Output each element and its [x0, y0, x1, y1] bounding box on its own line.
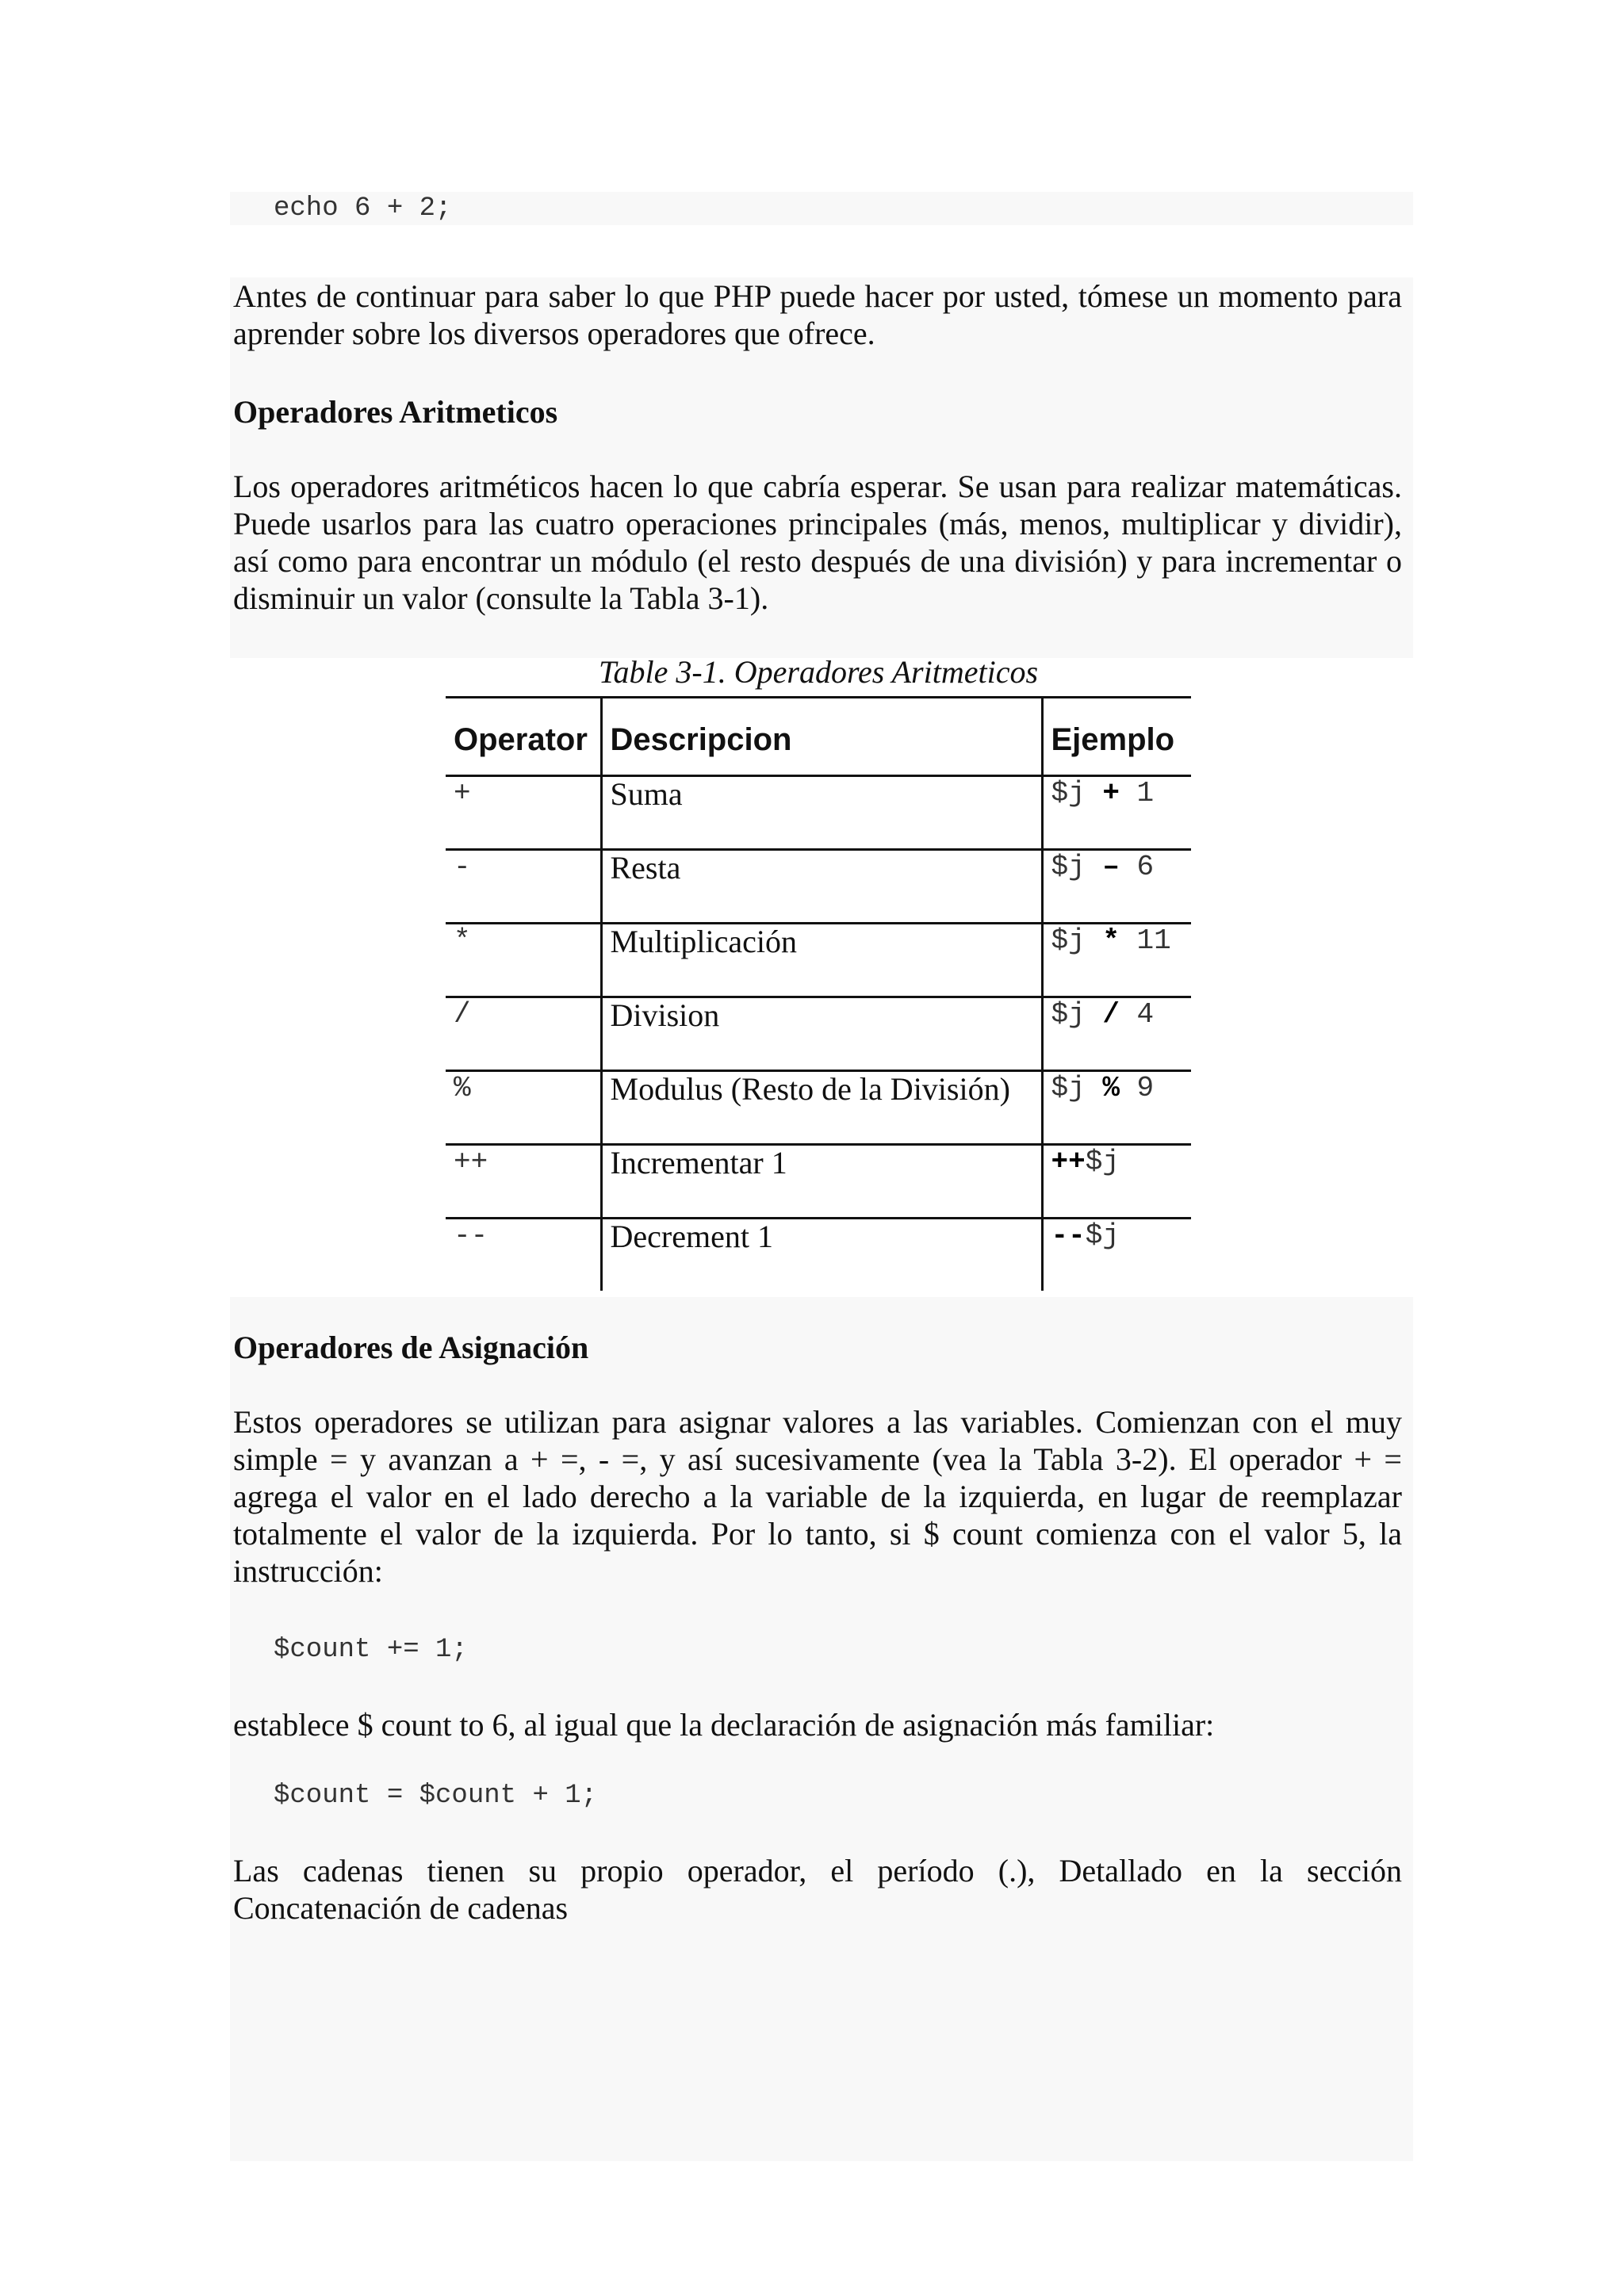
table-caption: Table 3-1. Operadores Aritmeticos	[598, 654, 1039, 690]
table-row	[446, 924, 1191, 997]
table-row	[446, 1219, 1191, 1292]
cell-description: Multiplicación	[601, 924, 1042, 997]
example-var: $j	[1051, 1072, 1103, 1104]
table-header-row	[446, 698, 1191, 776]
example-op: %	[1102, 1072, 1120, 1104]
intro-text: Antes de continuar para saber lo que PHP puede hacer por usted, tómese un momento para aprender sobre los diversos operadores que ofrece.	[233, 278, 1402, 351]
code-count-increment: $count += 1;	[274, 1635, 468, 1665]
example-value: $j	[1085, 1146, 1120, 1178]
header-descripcion: Descripcion	[601, 698, 1042, 776]
example-value: 6	[1119, 851, 1155, 883]
intro-paragraph	[233, 277, 1402, 352]
cell-operator: --	[446, 1219, 601, 1292]
cell-example	[1042, 1071, 1191, 1145]
cell-description: Suma	[601, 776, 1042, 850]
header-operator: Operator	[446, 698, 601, 776]
assign-paragraph	[233, 1403, 1402, 1590]
cell-description: Division	[601, 997, 1042, 1071]
heading-assignment: Operadores de Asignación	[233, 1330, 589, 1365]
header-ejemplo: Ejemplo	[1042, 698, 1191, 776]
cadenas-text: Las cadenas tienen su propio operador, el período (.), Detallado en la sección Concatenación de cadenas	[233, 1853, 1402, 1926]
cell-example	[1042, 997, 1191, 1071]
example-var: $j	[1051, 924, 1103, 957]
table-row	[446, 997, 1191, 1071]
example-op: –	[1102, 851, 1120, 883]
cell-example	[1042, 924, 1191, 997]
cell-description: Resta	[601, 850, 1042, 924]
cell-example	[1042, 776, 1191, 850]
cell-operator: +	[446, 776, 601, 850]
cell-operator: /	[446, 997, 601, 1071]
cadenas-paragraph	[233, 1852, 1402, 1927]
establece-text: establece $ count to 6, al igual que la declaración de asignación más familiar:	[233, 1707, 1215, 1743]
example-value: 11	[1119, 924, 1171, 957]
arith-paragraph	[233, 468, 1402, 617]
cell-operator: -	[446, 850, 601, 924]
heading-arithmetic: Operadores Aritmeticos	[233, 394, 558, 430]
cell-operator: %	[446, 1071, 601, 1145]
example-op: ++	[1051, 1146, 1086, 1178]
operators-table	[446, 696, 1191, 1291]
cell-example	[1042, 850, 1191, 924]
example-var: $j	[1051, 777, 1103, 809]
table-row	[446, 1145, 1191, 1219]
example-value: $j	[1085, 1219, 1120, 1252]
cell-description: Incrementar 1	[601, 1145, 1042, 1219]
cell-description: Decrement 1	[601, 1219, 1042, 1292]
example-var: $j	[1051, 998, 1103, 1031]
example-op: /	[1102, 998, 1120, 1031]
establece-paragraph	[233, 1706, 1402, 1743]
table-row	[446, 776, 1191, 850]
assign-text: Estos operadores se utilizan para asignar valores a las variables. Comienzan con el muy simple = y avanzan a + =, - =, y así sucesivamente (vea la Tabla 3-2). El operador + = agrega el valor en el lado derecho a la variable de la izquierda, en lugar de reemplazar totalmente el valor de la izquierda. Por lo tanto, si $ count comienza con el valor 5, la instrucción:	[233, 1404, 1402, 1589]
example-var: $j	[1051, 851, 1103, 883]
arith-text: Los operadores aritméticos hacen lo que cabría esperar. Se usan para realizar matemáticas. Puede usarlos para las cuatro operaciones principales (más, menos, multiplicar y dividir), así como para encontrar un módulo (el resto después de una división) y para incrementar o disminuir un valor (consulte la Tabla 3-1).	[233, 469, 1402, 616]
example-op: +	[1102, 777, 1120, 809]
table-row	[446, 850, 1191, 924]
code-echo: echo 6 + 2;	[274, 193, 452, 224]
cell-example	[1042, 1219, 1191, 1292]
example-op: *	[1102, 924, 1120, 957]
code-count-assign: $count = $count + 1;	[274, 1781, 598, 1811]
cell-example	[1042, 1145, 1191, 1219]
example-value: 9	[1119, 1072, 1155, 1104]
cell-operator: ++	[446, 1145, 601, 1219]
cell-description: Modulus (Resto de la División)	[601, 1071, 1042, 1145]
example-op: --	[1051, 1219, 1086, 1252]
example-value: 1	[1119, 777, 1155, 809]
example-value: 4	[1119, 998, 1155, 1031]
cell-operator: *	[446, 924, 601, 997]
table-row	[446, 1071, 1191, 1145]
